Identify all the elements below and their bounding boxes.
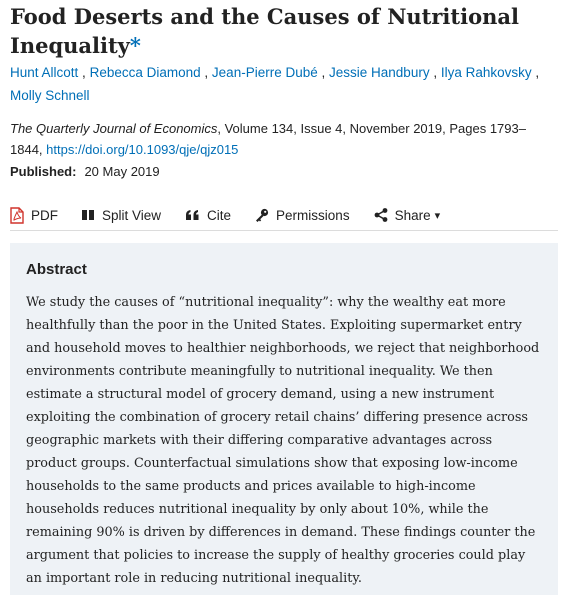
author-separator: , bbox=[78, 65, 86, 80]
author-link[interactable]: Hunt Allcott bbox=[10, 65, 79, 80]
abstract-section bbox=[10, 243, 558, 595]
author-link[interactable]: Molly Schnell bbox=[10, 88, 90, 103]
citation-details: , Volume 134, Issue 4, November 2019, Pages 1793–1844, bbox=[10, 121, 526, 157]
author-link[interactable]: Ilya Rahkovsky bbox=[440, 65, 532, 80]
cite-label: Cite bbox=[207, 207, 232, 223]
author-separator: , bbox=[200, 65, 209, 80]
doi-link[interactable]: https://doi.org/10.1093/qje/qjz015 bbox=[46, 142, 239, 157]
cite-button[interactable] bbox=[185, 208, 231, 223]
share-label: Share bbox=[394, 207, 431, 223]
author-link[interactable]: Rebecca Diamond bbox=[89, 65, 201, 80]
abstract-text: We study the causes of “nutritional inequality”: why the wealthy eat more healthfully than the poor in the United States. Exploiting supermarket entry and household moves to healthier neighborhoods, we reject that neighborhood environments contribute meaningfully to nutritional inequality. We then estimate a structural model of grocery demand, using a new instrument exploiting the combination of grocery retail chains’ differing presence across geographic markets with their differing comparative advantages across product groups. Counterfactual simulations show that exposing low-income households to the same products and prices available to high-income households reduces nutritional inequality by only about 10%, while the remaining 90% is driven by differences in demand. These findings counter the argument that policies to increase the supply of healthy groceries could play an important role in reducing nutritional inequality. bbox=[26, 295, 540, 586]
author-separator: , bbox=[317, 65, 326, 80]
key-icon bbox=[255, 208, 269, 222]
pdf-button[interactable] bbox=[10, 207, 58, 224]
split-view-button[interactable] bbox=[82, 208, 161, 223]
published-date: 20 May 2019 bbox=[84, 164, 160, 179]
split-view-label: Split View bbox=[102, 207, 162, 223]
published-line bbox=[10, 162, 160, 182]
author-link[interactable]: Jessie Handbury bbox=[329, 65, 430, 80]
split-view-icon bbox=[82, 209, 95, 221]
permissions-button[interactable] bbox=[255, 208, 350, 223]
author-link[interactable]: Jean-Pierre Dubé bbox=[211, 65, 318, 80]
article-title bbox=[10, 2, 555, 60]
author-separator: , bbox=[429, 65, 438, 80]
quote-icon bbox=[185, 209, 200, 221]
pdf-icon bbox=[10, 207, 24, 224]
share-icon bbox=[374, 208, 388, 222]
citation bbox=[10, 118, 555, 160]
article-title-text: Food Deserts and the Causes of Nutritional Inequality bbox=[10, 4, 519, 58]
chevron-down-icon: ▾ bbox=[434, 209, 441, 222]
journal-name: The Quarterly Journal of Economics bbox=[10, 121, 218, 136]
abstract-heading: Abstract bbox=[26, 261, 87, 278]
published-label: Published: bbox=[10, 164, 77, 179]
author-separator: , bbox=[531, 65, 540, 80]
author-list bbox=[10, 61, 555, 107]
article-toolbar bbox=[10, 200, 558, 231]
title-footnote-link[interactable]: * bbox=[129, 33, 141, 58]
permissions-label: Permissions bbox=[276, 207, 350, 223]
pdf-label: PDF bbox=[31, 207, 58, 223]
share-button[interactable] bbox=[374, 208, 441, 223]
